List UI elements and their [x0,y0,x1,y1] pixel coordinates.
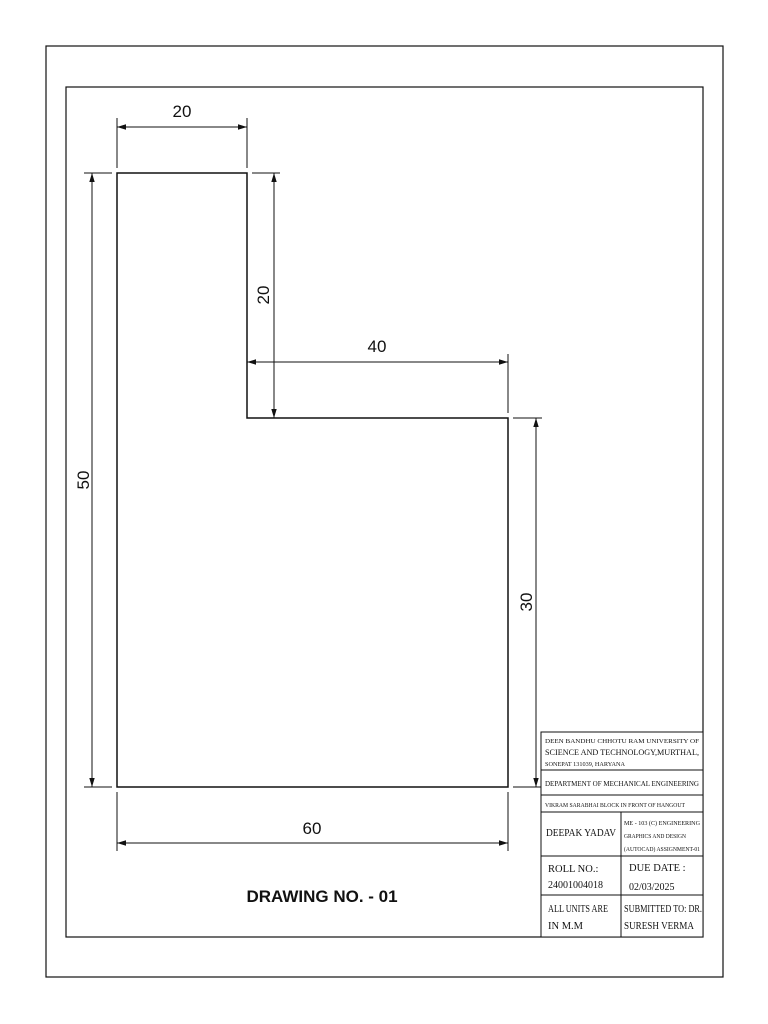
drawing-title: DRAWING NO. - 01 [246,887,398,906]
dim-label-total-height: 50 [74,470,93,490]
dimension-step-height [252,173,280,418]
dim-label-step-height: 20 [254,285,273,305]
dim-label-step-width: 40 [367,337,387,356]
tb-due-label: DUE DATE : [629,863,686,874]
tb-course-line3: (AUTOCAD) ASSIGNMENT-01 [624,846,700,853]
dim-label-top-width: 20 [172,102,192,121]
tb-roll-value: 24001004018 [548,880,603,891]
tb-due-value: 02/03/2025 [629,882,675,893]
tb-roll-label: ROLL NO.: [548,864,599,875]
tb-university-line1: DEEN BANDHU CHHOTU RAM UNIVERSITY OF [545,738,700,745]
dim-label-right-height: 30 [517,592,536,612]
dimension-right-height [513,418,542,787]
tb-course-line2: GRAPHICS AND DESIGN [624,833,687,840]
title-block [541,732,703,937]
dimension-total-width [117,792,508,851]
tb-units-line2: IN M.M [548,921,584,932]
tb-university-line3: SONEPAT 131039, HARYANA [545,761,626,768]
tb-department: DEPARTMENT OF MECHANICAL ENGINEERING [545,781,700,788]
tb-submitted-line1: SUBMITTED TO: DR. [624,904,702,915]
tb-course-line1: ME - 103 (C) ENGINEERING [624,820,701,827]
dimension-total-height [74,173,112,787]
tb-student-name: DEEPAK YADAV [546,827,617,839]
dimension-top-width [117,102,247,168]
tb-university-line2: SCIENCE AND TECHNOLOGY,MURTHAL, [545,748,699,757]
tb-units-line1: ALL UNITS ARE [548,904,608,915]
dim-label-total-width: 60 [302,819,322,838]
tb-submitted-line2: SURESH VERMA [624,921,695,932]
part-outline [117,173,508,787]
tb-location: VIKRAM SARABHAI BLOCK IN FRONT OF HANGOUT [545,802,686,809]
dimension-step-width [247,337,508,413]
